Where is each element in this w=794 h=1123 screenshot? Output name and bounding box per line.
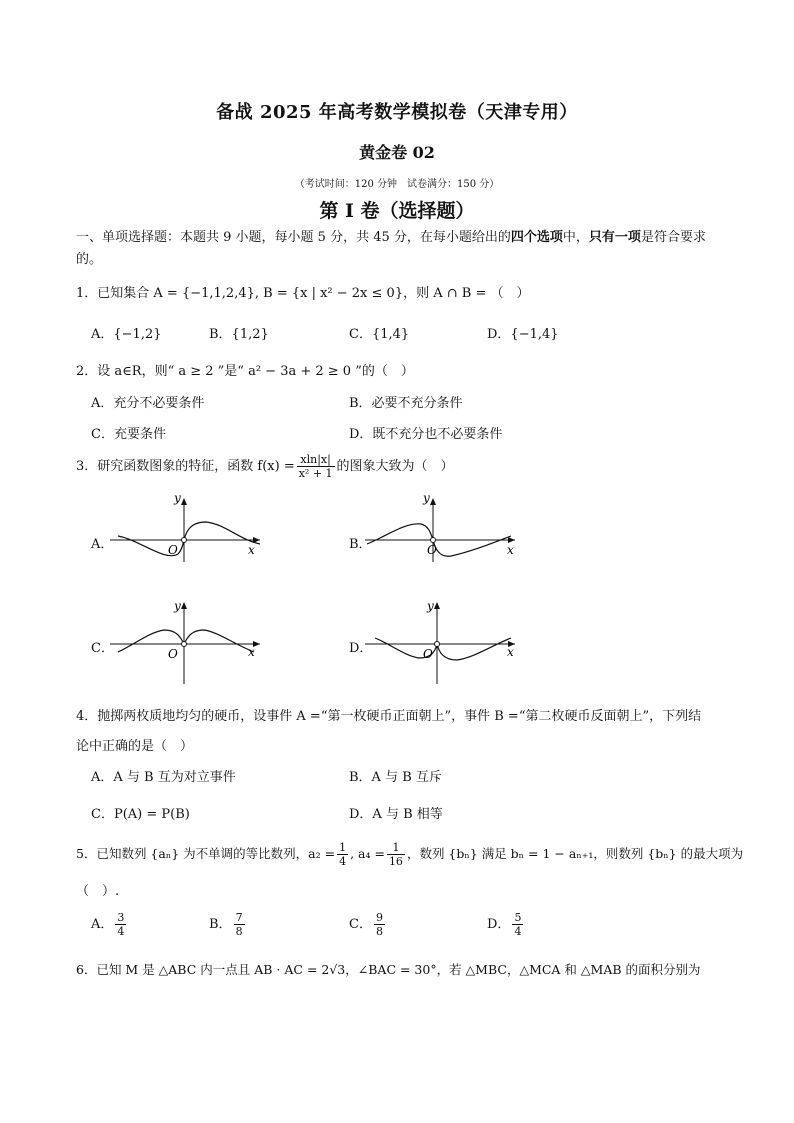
question-4-option-a[interactable]: A．A 与 B 互为对立事件: [91, 770, 236, 785]
fraction-denominator: 4: [117, 925, 125, 938]
origin-label: O: [423, 647, 433, 661]
graph-option-a[interactable]: [110, 492, 270, 564]
origin-label: O: [168, 543, 178, 557]
exam-title: 备战 2025 年高考数学模拟卷（天津专用）: [216, 102, 578, 123]
question-4-option-d[interactable]: D．A 与 B 相等: [349, 807, 443, 822]
origin-label: O: [168, 647, 178, 661]
x-axis-label: x: [248, 645, 255, 659]
question-4-stem: 4．抛掷两枚质地均匀的硬币，设事件 A =“第一枚硬币正面朝上”，事件 B =“第二枚硬币反面朝上”，下列结: [76, 709, 702, 724]
y-axis-arrow: [430, 498, 436, 505]
question-4-option-b[interactable]: B．A 与 B 互斥: [349, 770, 442, 785]
fraction-denominator: x² + 1: [298, 467, 333, 480]
question-5-stem-mid: , a₄ =: [350, 846, 385, 861]
instructions: [76, 227, 726, 271]
question-5-stem-prefix: 5．已知数列 {aₙ} 为不单调的等比数列，a₂ =: [76, 846, 336, 861]
question-2-option-c[interactable]: C．充要条件: [91, 427, 166, 442]
function-curve: [118, 630, 254, 652]
option-fraction: [115, 911, 126, 938]
function-curve: [118, 522, 260, 556]
question-1-stem: 1．已知集合 A = {−1,1,2,4}, B = {x | x² − 2x ≤ 0}，则 A ∩ B = （ ）: [76, 286, 530, 301]
instructions-bold-only-one: 只有一项: [588, 230, 641, 245]
question-5-a2-fraction: [337, 841, 348, 868]
option-label: D．: [487, 917, 511, 932]
fraction-numerator: 1: [387, 841, 405, 855]
origin-hole: [182, 642, 187, 647]
instructions-prefix: 一、单项选择题：本题共 9 小题，每小题 5 分，共 45 分，在每小题给出的: [76, 230, 511, 245]
y-axis-label: y: [423, 492, 430, 505]
question-5-stem-suffix: ，数列 {bₙ} 满足 bₙ = 1 − aₙ₊₁，则数列 {bₙ} 的最大项为: [406, 846, 744, 861]
question-1-option-d[interactable]: D．{−1,4}: [487, 327, 559, 342]
y-axis-label: y: [174, 492, 181, 505]
option-label: C．: [349, 917, 372, 932]
question-5-stem: [76, 837, 743, 871]
fraction-numerator: 5: [514, 911, 522, 924]
y-axis-arrow: [181, 602, 187, 609]
function-curve: [375, 638, 511, 660]
question-1-option-a[interactable]: A．{−1,2}: [91, 327, 162, 342]
question-1-option-c[interactable]: C．{1,4}: [349, 327, 410, 342]
instructions-bold-options: 四个选项: [510, 230, 563, 245]
instructions-suffix: 是符合要求的。: [76, 230, 706, 267]
x-axis-label: x: [248, 543, 255, 557]
exam-subtitle: 黄金卷 02: [359, 143, 435, 162]
fraction-numerator: 7: [235, 911, 243, 924]
question-5-option-c[interactable]: [349, 908, 387, 942]
y-axis-arrow: [181, 498, 187, 505]
section-heading: 第 I 卷（选择题）: [319, 200, 475, 222]
option-fraction: [374, 911, 385, 938]
option-label: B．: [209, 917, 232, 932]
question-2-option-d[interactable]: D．既不充分也不必要条件: [349, 427, 503, 442]
fraction-denominator: 4: [339, 855, 347, 868]
origin-hole: [182, 538, 187, 543]
question-5-stem-line2: （ ）.: [76, 884, 120, 899]
question-5-a4-fraction: [387, 841, 405, 868]
question-3-stem-prefix: 3．研究函数图象的特征，函数 f(x) =: [76, 459, 295, 474]
fraction-numerator: xln|x|: [297, 453, 335, 467]
y-axis-label: y: [427, 599, 434, 613]
graph-option-b[interactable]: [365, 492, 525, 564]
origin-label: O: [427, 543, 437, 557]
fraction-denominator: 4: [514, 925, 522, 938]
fraction-numerator: 1: [339, 841, 347, 854]
fraction-denominator: 8: [375, 925, 383, 938]
fraction-denominator: 16: [388, 855, 403, 868]
question-5-option-d[interactable]: [487, 908, 525, 942]
question-3-stem: [76, 452, 454, 482]
question-2-option-b[interactable]: B．必要不充分条件: [349, 396, 463, 411]
question-4-option-c[interactable]: C．P(A) = P(B): [91, 807, 190, 822]
instructions-mid: 中，: [562, 230, 589, 245]
exam-time-note: （考试时间：120 分钟 试卷满分：150 分）: [294, 179, 500, 190]
question-3-option-c-label[interactable]: C．: [91, 641, 114, 656]
fraction-denominator: 8: [235, 925, 243, 938]
question-4-stem-line2: 论中正确的是（ ）: [76, 739, 194, 754]
question-6-stem: 6．已知 M 是 △ABC 内一点且 AB · AC = 2√3，∠BAC = 30°，若 △MBC，△MCA 和 △MAB 的面积分别为: [76, 962, 701, 977]
fraction-numerator: 3: [117, 911, 125, 924]
question-3-option-a-label[interactable]: A．: [91, 537, 114, 552]
x-axis-label: x: [507, 543, 514, 557]
question-3-function-fraction: [297, 453, 335, 480]
question-3-option-d-label[interactable]: D．: [349, 641, 373, 656]
question-3-stem-suffix: 的图象大致为（ ）: [336, 459, 454, 474]
option-label: A．: [91, 917, 114, 932]
y-axis-label: y: [174, 599, 181, 613]
origin-hole: [431, 538, 436, 543]
option-fraction: [512, 911, 523, 938]
option-fraction: [234, 911, 245, 938]
question-3-option-b-label[interactable]: B．: [349, 537, 372, 552]
question-2-option-a[interactable]: A．充分不必要条件: [91, 396, 205, 411]
question-5-option-a[interactable]: [91, 908, 128, 942]
x-axis-label: x: [507, 645, 514, 659]
graph-option-d[interactable]: [365, 596, 525, 686]
origin-hole: [435, 642, 440, 647]
fraction-numerator: 9: [375, 911, 383, 924]
question-1-option-b[interactable]: B．{1,2}: [209, 327, 269, 342]
question-5-option-b[interactable]: [209, 908, 247, 942]
question-2-stem: 2．设 a∈R，则“ a ≥ 2 ”是“ a² − 3a + 2 ≥ 0 ”的（ ）: [76, 364, 414, 379]
graph-option-c[interactable]: [110, 596, 270, 686]
y-axis-arrow: [434, 602, 440, 609]
